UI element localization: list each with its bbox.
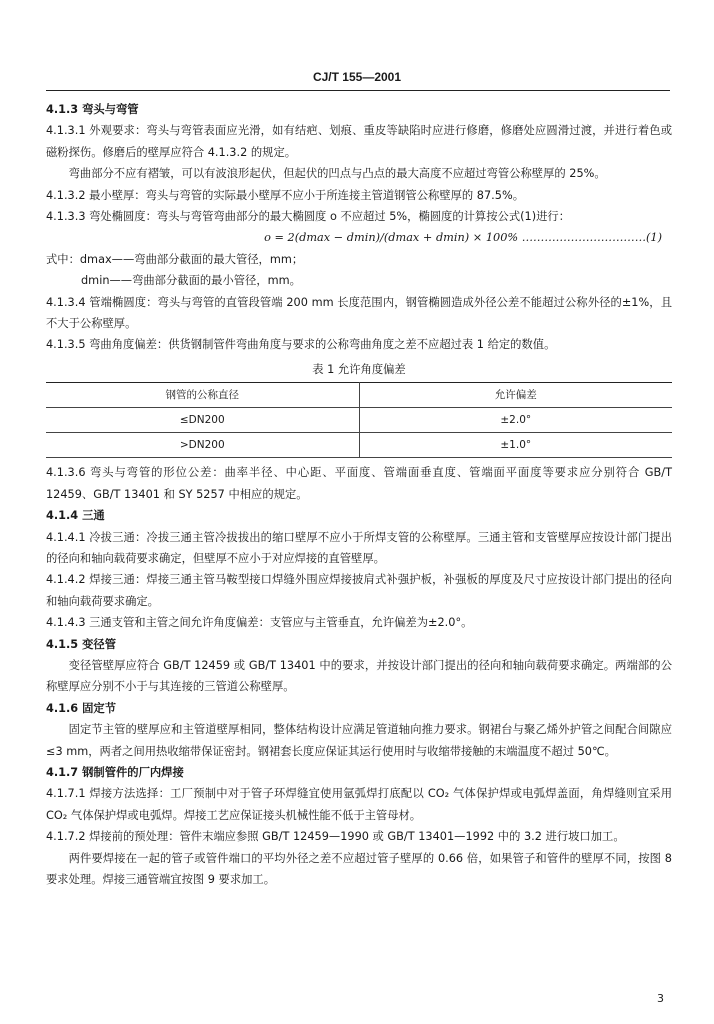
table-cell: >DN200 (46, 433, 359, 458)
table-cell: ±2.0° (359, 408, 672, 433)
section-4-1-7-heading: 4.1.7 钢制管件的厂内焊接 (46, 765, 184, 779)
standard-header: CJ/T 155—2001 (312, 70, 402, 84)
section-4-1-4-heading: 4.1.4 三通 (46, 509, 105, 523)
section-4-1-3-3: 4.1.3.3 弯处椭圆度：弯头与弯管弯曲部分的最大椭圆度 o 不应超过 5%，椭圆度的计算按公式(1)进行： (46, 210, 571, 224)
header-rule (46, 90, 670, 91)
table-1-caption: 表 1 允许角度偏差 (312, 362, 406, 376)
section-4-1-3-heading: 4.1.3 弯头与弯管 (46, 103, 139, 116)
section-4-1-3-6: 4.1.3.6 弯头与弯管的形位公差：曲率半径、中心距、平面度、管端面垂直度、管端面平面度等要求应分别符合 GB/T 12459、GB/T 13401 和 SY 5257 中相应的规定。 (46, 466, 672, 501)
formula-where-dmin: dmin——弯曲部分截面的最小管径，mm。 (81, 274, 301, 288)
page-number: 3 (657, 992, 664, 1005)
column-header-tolerance: 允许偏差 (359, 383, 672, 408)
section-4-1-4-1: 4.1.4.1 冷拔三通：冷拔三通主管冷拔拔出的缩口壁厚不应小于所焊支管的公称壁厚。三通主管和支管壁厚应按设计部门提出的径向和轴向载荷要求确定，但壁厚不应小于对应焊接的直管壁厚。 (46, 530, 672, 565)
section-4-1-4-3: 4.1.4.3 三通支管和主管之间允许角度偏差：支管应与主管垂直，允许偏差为±2.0°。 (46, 616, 473, 630)
document-body (46, 99, 672, 890)
section-4-1-5-body: 变径管壁厚应符合 GB/T 12459 或 GB/T 13401 中的要求，并按设计部门提出的径向和轴向载荷要求确定。两端部的公称壁厚应分别不小于与其连接的三管道公称壁厚。 (46, 658, 672, 694)
section-4-1-6-heading: 4.1.6 固定节 (46, 701, 116, 715)
section-4-1-3-1-cont: 弯曲部分不应有褶皱，可以有波浪形起伏，但起伏的凹点与凸点的最大高度不应超过弯管公称壁厚的 25%。 (68, 167, 606, 181)
section-4-1-7-1: 4.1.7.1 焊接方法选择：工厂预制中对于管子环焊缝宜使用氩弧焊打底配以 CO₂ 气体保护焊或电弧焊盖面，角焊缝则宜采用 CO₂ 气体保护焊或电弧焊。焊接工艺应保证接头机械性能不低于主管母材。 (46, 787, 672, 822)
table-header-row (46, 383, 672, 408)
section-4-1-5-heading: 4.1.5 变径管 (46, 637, 116, 651)
section-4-1-7-2-cont: 两件要焊接在一起的管子或管件端口的平均外径之差不应超过管子壁厚的 0.66 倍，如果管子和管件的壁厚不同，按图 8 要求处理。焊接三通管端宜按图 9 要求加工。 (46, 851, 672, 886)
column-header-diameter: 钢管的公称直径 (46, 383, 359, 408)
table-row (46, 408, 672, 433)
ovality-formula: o = 2(dmax − dmin)/(dmax + dmin) × 100% ……………………………(1) (264, 231, 662, 245)
section-4-1-7-2: 4.1.7.2 焊接前的预处理：管件末端应参照 GB/T 12459—1990 或 GB/T 13401—1992 中的 3.2 进行坡口加工。 (46, 830, 625, 844)
formula-where-dmax: 式中：dmax——弯曲部分截面的最大管径，mm； (46, 252, 304, 266)
table-row (46, 433, 672, 458)
section-4-1-3-2: 4.1.3.2 最小壁厚：弯头与弯管的实际最小壁厚不应小于所连接主管道钢管公称壁厚的 87.5%。 (46, 188, 524, 202)
table-cell: ±1.0° (359, 433, 672, 458)
section-4-1-3-5: 4.1.3.5 弯曲角度偏差：供货钢制管件弯曲角度与要求的公称弯曲角度之差不应超过表 1 给定的数值。 (46, 338, 556, 352)
section-4-1-3-4: 4.1.3.4 管端椭圆度：弯头与弯管的直管段管端 200 mm 长度范围内，钢管椭圆造成外径公差不能超过公称外径的±1%，且不大于公称壁厚。 (46, 295, 672, 331)
angle-tolerance-table (46, 382, 672, 458)
section-4-1-6-body: 固定节主管的壁厚应和主管道壁厚相同，整体结构设计应满足管道轴向推力要求。钢裙台与聚乙烯外护管之间配合间隙应≤3 mm，两者之间用热收缩带保证密封。钢裙套长度应保证其运行使用时与收缩带接触的末端温度不超过 50℃。 (46, 723, 672, 758)
section-4-1-3-1: 4.1.3.1 外观要求：弯头与弯管表面应光滑，如有结疤、划痕、重皮等缺陷时应进行修磨，修磨处应圆滑过渡，并进行着色或磁粉探伤。修磨后的壁厚应符合 4.1.3.2 的规定。 (46, 124, 672, 159)
table-cell: ≤DN200 (46, 408, 359, 433)
section-4-1-4-2: 4.1.4.2 焊接三通：焊接三通主管马鞍型接口焊缝外围应焊接披肩式补强护板，补强板的厚度及尺寸应按设计部门提出的径向和轴向载荷要求确定。 (46, 573, 672, 608)
